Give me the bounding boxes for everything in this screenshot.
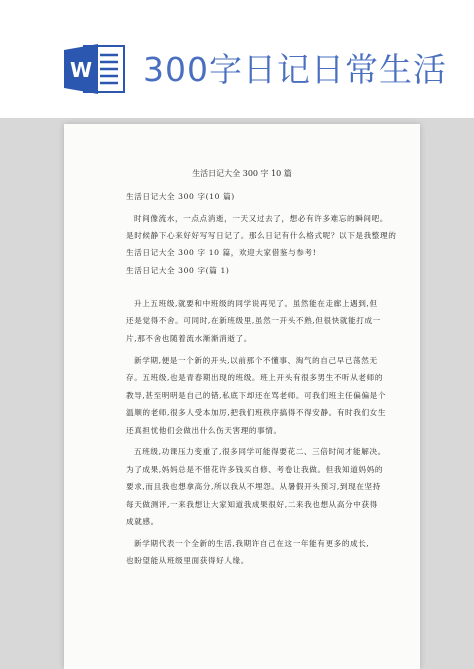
document-line: 片,那不舍也随着流水渐渐消逝了。 bbox=[126, 334, 252, 343]
header-banner bbox=[0, 0, 474, 118]
document-line: 新学期代表一个全新的生活,我期许自己在这一年能有更多的成长, bbox=[134, 539, 370, 548]
document-line: 教导,甚至明明是自己的错,私底下却还在骂老师。可我们班主任偏偏是个 bbox=[126, 391, 387, 400]
document-line: 五班级,功课压力变重了,很多同学可能得要花二、三倍时间才能解决。 bbox=[134, 447, 386, 456]
page-title: 300字日记日常生活 bbox=[143, 50, 447, 89]
document-line: 生活日记大全 300 字(10 篇) bbox=[126, 192, 235, 201]
document-line: 是时候静下心来好好写写日记了。那么日记有什么格式呢？以下是我整理的 bbox=[126, 231, 397, 240]
document-line: 温顺的老师,很多人受本加厉,把我们班秩序搞得不得安静。有时我们女生 bbox=[126, 408, 387, 417]
document-line: 还真担忧他们会做出什么伤天害理的事情。 bbox=[126, 426, 282, 435]
document-line: 还是觉得不舍。可同时,在新班级里,虽然一开头不熟,但很快就能打成一 bbox=[126, 316, 381, 325]
word-icon bbox=[62, 40, 128, 98]
document-title: 生活日记大全 300 字 10 篇 bbox=[192, 169, 292, 178]
document-line: 升上五班级,就要和中班级的同学说再见了。虽然能在走廊上遇到,但 bbox=[134, 299, 378, 308]
document-page bbox=[64, 124, 420, 669]
document-line: 存。五班级,也是青春期出现的班级。班上开头有很多男生不听从老师的 bbox=[126, 373, 384, 382]
document-line: 生活日记大全 300 字 10 篇，欢迎大家借鉴与参考! bbox=[126, 248, 317, 257]
document-line: 也盼望能从班级里面获得好人缘。 bbox=[126, 556, 249, 565]
document-line: 为了成果,妈妈总是不惜花许多钱买自修、考卷让我做。但我知道妈妈的 bbox=[126, 465, 384, 474]
document-line: 新学期,便是一个新的开头,以前那个不懂事、淘气的自己早已荡然无 bbox=[134, 356, 378, 365]
document-line: 要求,而且我也想拿高分,所以我从不埋怨。从暑假开头预习,到现在坚持 bbox=[126, 482, 381, 491]
document-line: 成就感。 bbox=[126, 517, 159, 526]
document-line: 每天做测评,一来我想让大家知道我成果很好,二来我也想从高分中获得 bbox=[126, 500, 378, 509]
word-logo-letter: W bbox=[69, 58, 93, 82]
document-line: 时间像流水，一点点消逝，一天又过去了，想必有许多难忘的瞬间吧。 bbox=[134, 214, 389, 223]
document-line: 生活日记大全 300 字(篇 1) bbox=[126, 266, 230, 275]
